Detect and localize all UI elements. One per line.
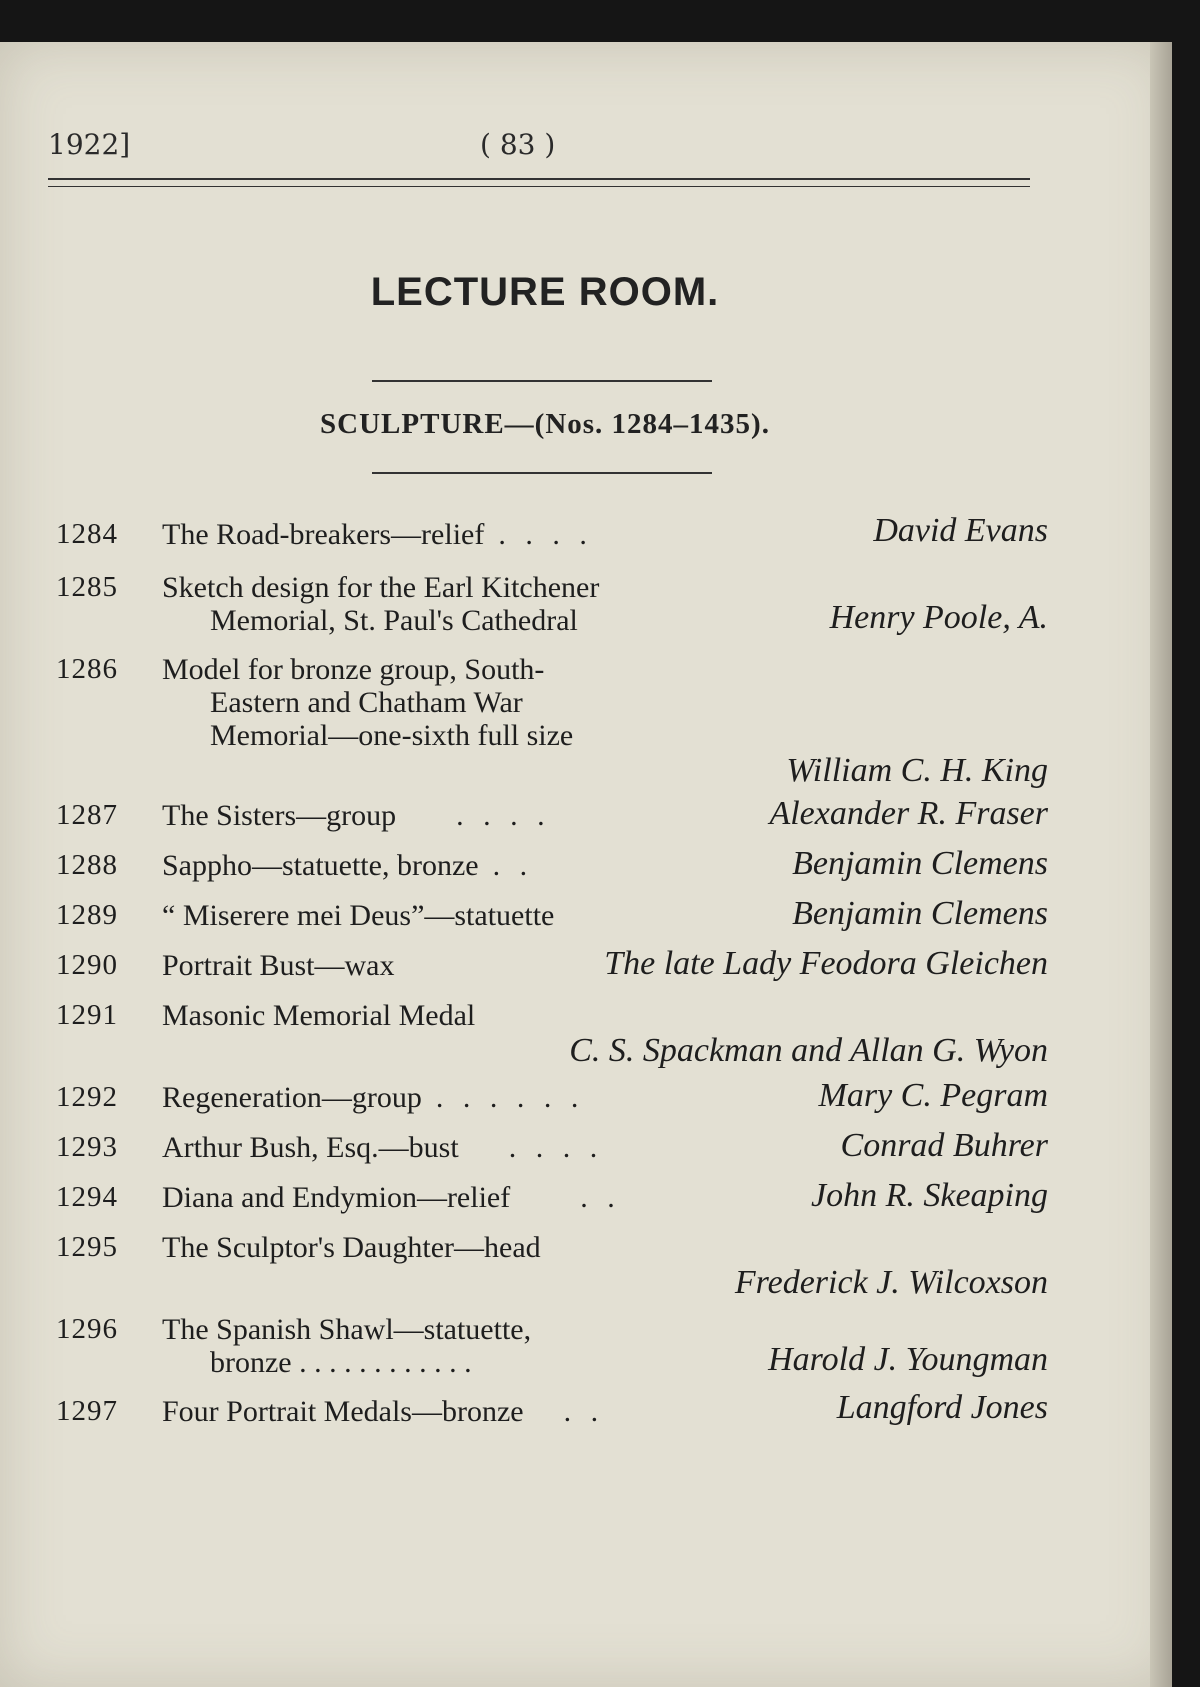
- entry-title-cont: bronze . . . . . . . . . . . .: [210, 1346, 472, 1379]
- header-rule: [48, 178, 1030, 187]
- entry-number: 1286: [56, 653, 118, 685]
- entry-number: 1284: [56, 518, 118, 550]
- entry-artist: The late Lady Feodora Gleichen: [604, 945, 1048, 982]
- list-item: [56, 653, 1048, 787]
- entry-leader: . .: [492, 849, 534, 882]
- entry-number: 1295: [56, 1231, 118, 1263]
- list-item: [56, 512, 1048, 551]
- entry-artist: Conrad Buhrer: [840, 1127, 1048, 1164]
- list-item: [56, 1077, 1048, 1114]
- entry-artist: William C. H. King: [786, 752, 1048, 789]
- list-item: [56, 845, 1048, 882]
- list-item: [56, 795, 1048, 832]
- entry-title-cont: Memorial—one-sixth full size: [210, 719, 574, 752]
- list-item: [56, 1313, 1048, 1379]
- entry-title: The Sisters—group: [162, 799, 397, 832]
- entry-title-cont: Eastern and Chatham War: [210, 686, 523, 719]
- entry-title: “ Miserere mei Deus”—statuette: [162, 899, 555, 932]
- entry-number: 1291: [56, 999, 118, 1031]
- entry-number: 1293: [56, 1131, 118, 1163]
- entry-title: Model for bronze group, South-: [162, 653, 545, 686]
- entry-title: The Road-breakers—relief: [162, 518, 485, 551]
- section-subtitle: SCULPTURE—(Nos. 1284–1435).: [320, 408, 770, 440]
- entry-artist: John R. Skeaping: [811, 1177, 1048, 1214]
- entry-artist: Alexander R. Fraser: [769, 795, 1048, 832]
- page-edge: [1150, 42, 1172, 1687]
- entry-artist: David Evans: [873, 512, 1048, 549]
- entry-leader: . . . .: [508, 1131, 604, 1164]
- running-header: [0, 128, 1172, 168]
- list-item: [56, 1127, 1048, 1164]
- entry-title: The Sculptor's Daughter—head: [162, 1231, 541, 1264]
- page-number: ( 83 ): [480, 128, 556, 161]
- entry-title: The Spanish Shawl—statuette,: [162, 1313, 532, 1346]
- entry-leader: . . . .: [498, 518, 593, 551]
- list-item: [56, 571, 1048, 637]
- entry-number: 1285: [56, 571, 118, 603]
- entry-artist: Benjamin Clemens: [792, 895, 1048, 932]
- entry-title: Arthur Bush, Esq.—bust: [162, 1131, 459, 1164]
- entry-leader: . . . .: [456, 799, 551, 832]
- entry-number: 1294: [56, 1181, 118, 1213]
- entry-number: 1289: [56, 899, 118, 931]
- entry-artist: Frederick J. Wilcoxson: [734, 1264, 1048, 1301]
- entry-number: 1292: [56, 1081, 118, 1113]
- entry-title: Regeneration—group: [162, 1081, 422, 1114]
- entry-title: Diana and Endymion—relief: [162, 1181, 511, 1214]
- entry-artist: Henry Poole, A.: [829, 599, 1048, 636]
- entry-leader: . . . . . .: [435, 1081, 585, 1114]
- entry-leader: . .: [563, 1395, 605, 1428]
- entry-number: 1287: [56, 799, 118, 831]
- catalogue-list: [56, 512, 1048, 1428]
- entry-title-cont: Memorial, St. Paul's Cathedral: [210, 604, 578, 637]
- entry-number: 1296: [56, 1313, 118, 1345]
- list-item: [56, 895, 1048, 932]
- entry-artist: Langford Jones: [836, 1389, 1048, 1426]
- entry-artist: Harold J. Youngman: [768, 1341, 1048, 1378]
- entry-number: 1288: [56, 849, 118, 881]
- entry-number: 1297: [56, 1395, 118, 1427]
- list-item: [56, 1231, 1048, 1299]
- entry-title: Four Portrait Medals—bronze: [162, 1395, 524, 1428]
- list-item: [56, 1177, 1048, 1214]
- entry-leader: . .: [580, 1181, 621, 1214]
- title-rule: [372, 380, 712, 382]
- subtitle-rule: [372, 472, 712, 474]
- entry-title: Sappho—statuette, bronze: [162, 849, 479, 882]
- entry-title: Sketch design for the Earl Kitchener: [162, 571, 600, 604]
- entry-artist: Mary C. Pegram: [818, 1077, 1048, 1114]
- page-title: LECTURE ROOM.: [370, 270, 720, 314]
- entry-artist: C. S. Spackman and Allan G. Wyon: [569, 1032, 1048, 1069]
- list-item: [56, 999, 1048, 1067]
- entry-number: 1290: [56, 949, 118, 981]
- list-item: [56, 1389, 1048, 1428]
- entry-title: Masonic Memorial Medal: [162, 999, 476, 1032]
- header-year: 1922]: [48, 128, 131, 161]
- entry-title: Portrait Bust—wax: [162, 949, 395, 982]
- entry-artist: Benjamin Clemens: [792, 845, 1048, 882]
- list-item: [56, 945, 1048, 982]
